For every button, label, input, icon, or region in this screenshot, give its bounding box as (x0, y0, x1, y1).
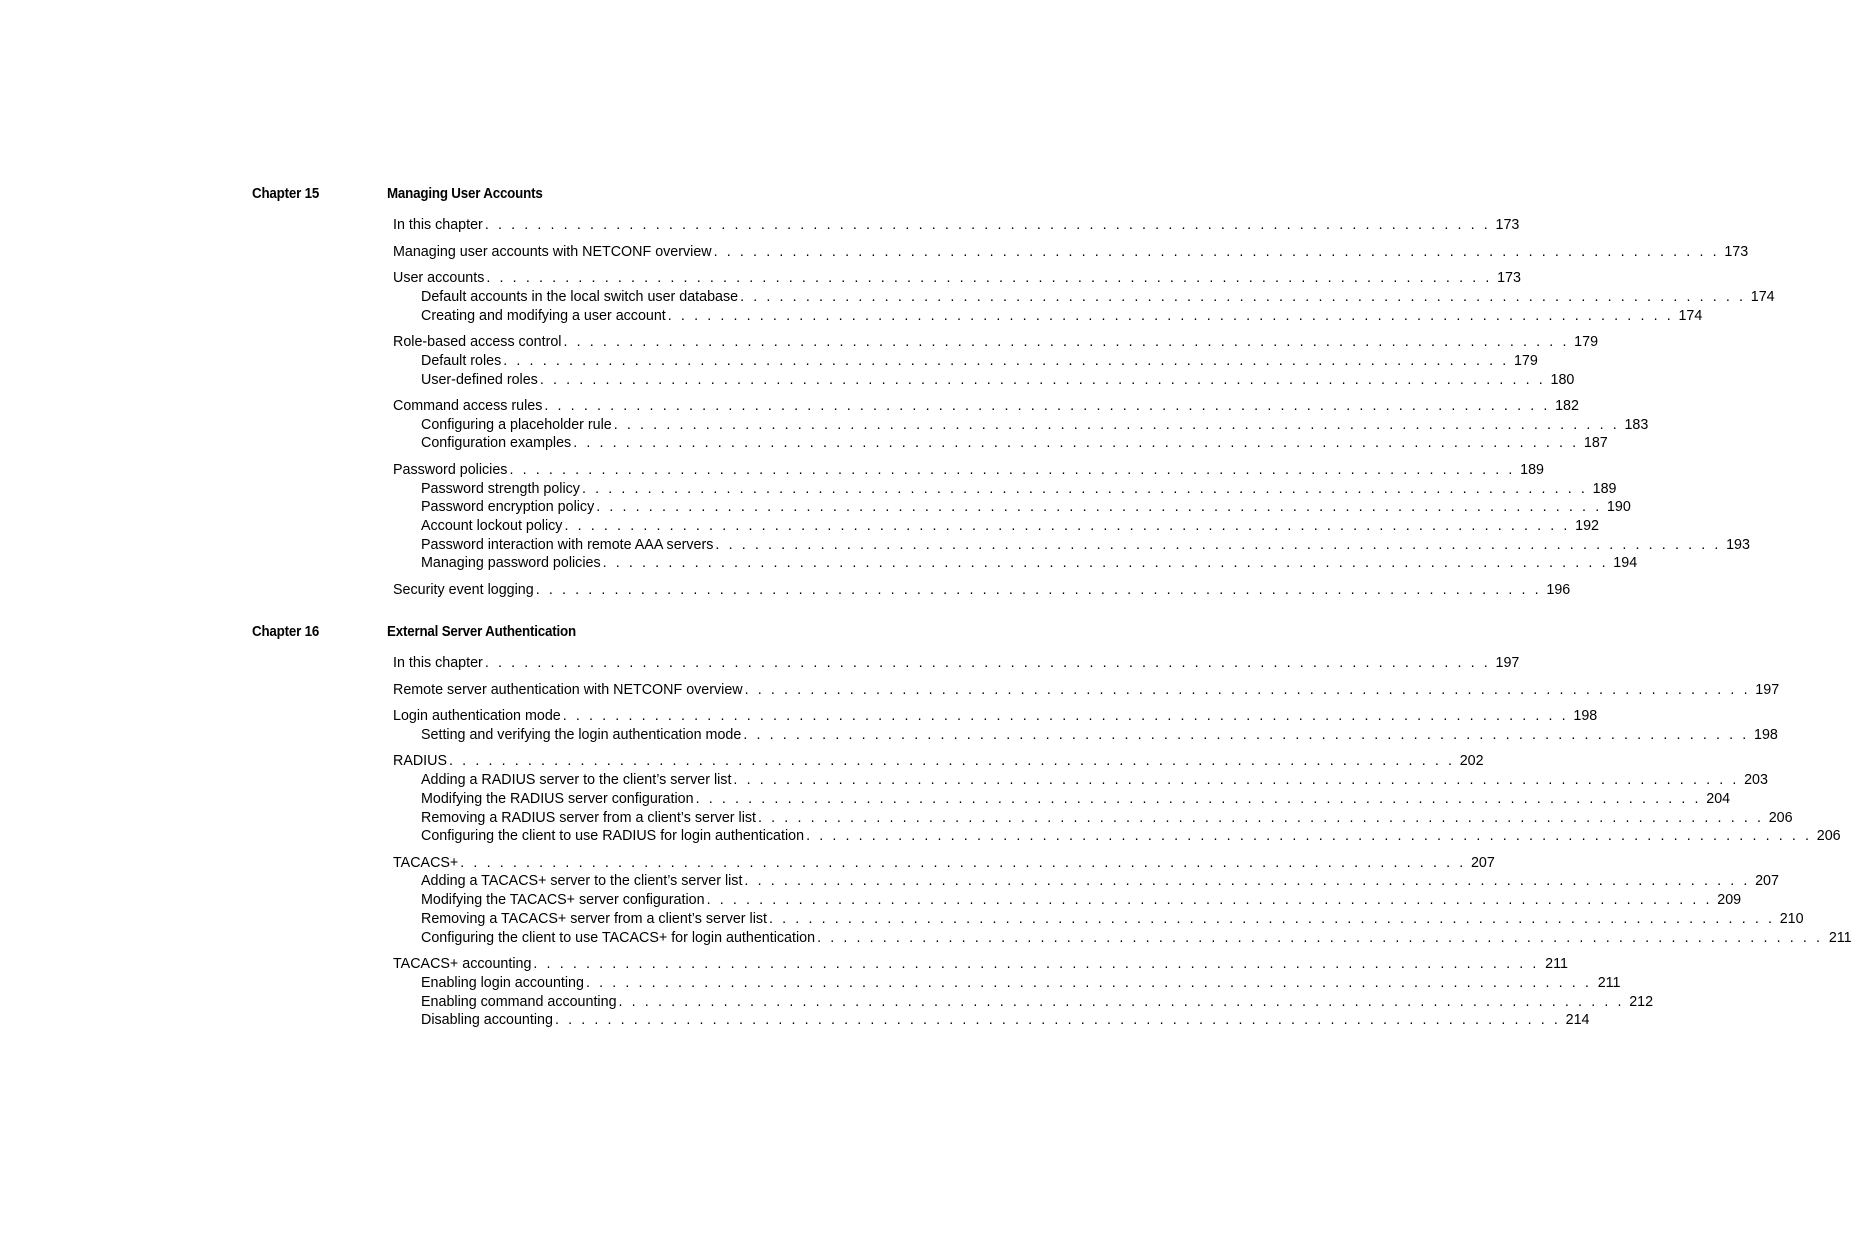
toc-entry[interactable] (421, 993, 1654, 1011)
toc-entry-title: Password encryption policy (421, 499, 595, 515)
dot-leader: . . . . . . . . . . . . . . . . . . . . . . . . . . . . . . . . . . . . . . . . . . . . . . . . . . . . . . . . . . . . . . . . . . . . . . . . . . . . . (535, 582, 1542, 598)
toc-entry-title: Removing a TACACS+ server from a client’s server list (421, 911, 768, 927)
toc-entry-title: Enabling login accounting (421, 975, 584, 991)
dot-leader: . . . . . . . . . . . . . . . . . . . . . . . . . . . . . . . . . . . . . . . . . . . . . . . . . . . . . . . . . . . . . . . . . . . . . . . . . . . . . (484, 217, 1491, 233)
toc-entry-page: 174 (1678, 308, 1703, 324)
toc-entry-page: 214 (1565, 1012, 1590, 1028)
chapter-title: Managing User Accounts (387, 186, 543, 202)
toc-entry[interactable] (421, 517, 1600, 535)
toc-entry-page: 192 (1575, 518, 1600, 534)
toc-entry-page: 179 (1513, 353, 1538, 369)
dot-leader: . . . . . . . . . . . . . . . . . . . . . . . . . . . . . . . . . . . . . . . . . . . . . . . . . . . . . . . . . . . . . . . . . . . . . . . . . . . . . (581, 481, 1588, 497)
toc-entry-page: 173 (1724, 244, 1749, 260)
toc-entry[interactable] (421, 726, 1778, 744)
toc-entry[interactable] (393, 681, 1780, 699)
toc-entry-title: Configuration examples (421, 435, 572, 451)
toc-entry-title: Remote server authentication with NETCONF overview (393, 682, 743, 698)
toc-entry-title: Configuring the client to use TACACS+ for login authentication (421, 930, 816, 946)
toc-entry-title: Command access rules (393, 398, 543, 414)
toc-entry-page: 197 (1755, 682, 1780, 698)
dot-leader: . . . . . . . . . . . . . . . . . . . . . . . . . . . . . . . . . . . . . . . . . . . . . . . . . . . . . . . . . . . . . . . . . . . . . . . . . . . . . (554, 1012, 1561, 1028)
toc-entry-page: 182 (1555, 398, 1579, 414)
toc-entry-page: 206 (1768, 810, 1793, 826)
dot-leader: . . . . . . . . . . . . . . . . . . . . . . . . . . . . . . . . . . . . . . . . . . . . . . . . . . . . . . . . . . . . . . . . . . . . . . . . . . . . . (563, 334, 1570, 350)
toc-entry[interactable] (393, 243, 1749, 261)
toc-entry-page: 202 (1459, 753, 1484, 769)
toc-entry[interactable] (393, 216, 1520, 234)
toc-entry-page: 211 (1545, 956, 1568, 972)
toc-entry[interactable] (393, 854, 1495, 872)
toc-entry[interactable] (421, 974, 1621, 992)
toc-entry-page: 197 (1495, 655, 1520, 671)
toc-entry-title: Password strength policy (421, 481, 580, 497)
chapter-label: Chapter 16 (252, 624, 320, 640)
toc-entry-page: 179 (1574, 334, 1599, 350)
toc-entry-title: Default accounts in the local switch user database (421, 289, 739, 305)
toc-entry-page: 206 (1816, 828, 1841, 844)
toc-entry-title: Disabling accounting (421, 1012, 553, 1028)
toc-entry[interactable] (421, 910, 1804, 928)
toc-entry-title: Security event logging (393, 582, 534, 598)
toc-entry-title: Account lockout policy (421, 518, 563, 534)
toc-entry-title: Configuring the client to use RADIUS for login authentication (421, 828, 805, 844)
toc-entry-page: 196 (1546, 582, 1571, 598)
chapter-label: Chapter 15 (252, 186, 320, 202)
toc-entry-page: 173 (1497, 270, 1521, 286)
toc-entry[interactable] (393, 955, 1568, 973)
toc-entry-title: Configuring a placeholder rule (421, 417, 612, 433)
dot-leader: . . . . . . . . . . . . . . . . . . . . . . . . . . . . . . . . . . . . . . . . . . . . . . . . . . . . . . . . . . . . . . . . . . . . . . . . . . . . . (564, 518, 1571, 534)
dot-leader: . . . . . . . . . . . . . . . . . . . . . . . . . . . . . . . . . . . . . . . . . . . . . . . . . . . . . . . . . . . . . . . . . . . . . . . . . . . . . (769, 911, 1775, 927)
toc-entry[interactable] (421, 790, 1731, 808)
toc-entry-title: Password interaction with remote AAA servers (421, 537, 714, 553)
dot-leader: . . . . . . . . . . . . . . . . . . . . . . . . . . . . . . . . . . . . . . . . . . . . . . . . . . . . . . . . . . . . . . . . . . . . . . . . . . . . . (573, 435, 1579, 451)
toc-entry-page: 211 (1828, 930, 1852, 946)
toc-entry[interactable] (393, 269, 1521, 287)
dot-leader: . . . . . . . . . . . . . . . . . . . . . . . . . . . . . . . . . . . . . . . . . . . . . . . . . . . . . . . . . . . . . . . . . . . . . . . . . . . . . (743, 727, 1749, 743)
dot-leader: . . . . . . . . . . . . . . . . . . . . . . . . . . . . . . . . . . . . . . . . . . . . . . . . . . . . . . . . . . . . . . . . . . . . . . . . . . . . . (449, 753, 1455, 769)
dot-leader: . . . . . . . . . . . . . . . . . . . . . . . . . . . . . . . . . . . . . . . . . . . . . . . . . . . . . . . . . . . . . . . . . . . . . . . . . . . . . (503, 353, 1509, 369)
toc-entry-title: Setting and verifying the login authentication mode (421, 727, 742, 743)
dot-leader: . . . . . . . . . . . . . . . . . . . . . . . . . . . . . . . . . . . . . . . . . . . . . . . . . . . . . . . . . . . . . . . . . . . . . . . . . . . . . (486, 270, 1492, 286)
toc-entry-page: 180 (1550, 372, 1575, 388)
toc-entry-title: Managing user accounts with NETCONF overview (393, 244, 712, 260)
toc-entry[interactable] (421, 1011, 1590, 1029)
toc-entry-page: 189 (1592, 481, 1617, 497)
toc-entry-page: 198 (1573, 708, 1598, 724)
toc-entry-title: Modifying the TACACS+ server configuration (421, 892, 705, 908)
dot-leader: . . . . . . . . . . . . . . . . . . . . . . . . . . . . . . . . . . . . . . . . . . . . . . . . . . . . . . . . . . . . . . . . . . . . . . . . . . . . . (484, 655, 1491, 671)
toc-entry-page: 210 (1779, 911, 1804, 927)
dot-leader: . . . . . . . . . . . . . . . . . . . . . . . . . . . . . . . . . . . . . . . . . . . . . . . . . . . . . . . . . . . . . . . . . . . . . . . . . . . . . (706, 892, 1713, 908)
dot-leader: . . . . . . . . . . . . . . . . . . . . . . . . . . . . . . . . . . . . . . . . . . . . . . . . . . . . . . . . . . . . . . . . . . . . . . . . . . . . . (733, 772, 1739, 788)
dot-leader: . . . . . . . . . . . . . . . . . . . . . . . . . . . . . . . . . . . . . . . . . . . . . . . . . . . . . . . . . . . . . . . . . . . . . . . . . . . . . (509, 462, 1515, 478)
toc-entry-title: Default roles (421, 353, 502, 369)
dot-leader: . . . . . . . . . . . . . . . . . . . . . . . . . . . . . . . . . . . . . . . . . . . . . . . . . . . . . . . . . . . . . . . . . . . . . . . . . . . . . (460, 855, 1466, 871)
toc-entry[interactable] (421, 371, 1575, 389)
dot-leader: . . . . . . . . . . . . . . . . . . . . . . . . . . . . . . . . . . . . . . . . . . . . . . . . . . . . . . . . . . . . . . . . . . . . . . . . . . . . . (817, 930, 1823, 946)
toc-entry[interactable] (421, 416, 1649, 434)
toc-entry[interactable] (421, 307, 1703, 325)
dot-leader: . . . . . . . . . . . . . . . . . . . . . . . . . . . . . . . . . . . . . . . . . . . . . . . . . . . . . . . . . . . . . . . . . . . . . . . . . . . . . (613, 417, 1620, 433)
toc-entry[interactable] (393, 333, 1599, 351)
toc-entry-title: User accounts (393, 270, 485, 286)
toc-entry-page: 174 (1750, 289, 1775, 305)
toc-entry-page: 204 (1706, 791, 1731, 807)
toc-entry[interactable] (421, 872, 1779, 890)
dot-leader: . . . . . . . . . . . . . . . . . . . . . . . . . . . . . . . . . . . . . . . . . . . . . . . . . . . . . . . . . . . . . . . . . . . . . . . . . . . . . (667, 308, 1674, 324)
toc-entry-title: RADIUS (393, 753, 448, 769)
toc-entry-title: In this chapter (393, 217, 483, 233)
toc-entry-page: 190 (1606, 499, 1631, 515)
toc-entry-page: 198 (1754, 727, 1778, 743)
toc-entry-title: Login authentication mode (393, 708, 561, 724)
toc-entry-page: 207 (1470, 855, 1495, 871)
toc-entry[interactable] (421, 352, 1538, 370)
toc-entry-title: Modifying the RADIUS server configuration (421, 791, 694, 807)
dot-leader: . . . . . . . . . . . . . . . . . . . . . . . . . . . . . . . . . . . . . . . . . . . . . . . . . . . . . . . . . . . . . . . . . . . . . . . . . . . . . (562, 708, 1569, 724)
toc-entry-title: Creating and modifying a user account (421, 308, 666, 324)
dot-leader: . . . . . . . . . . . . . . . . . . . . . . . . . . . . . . . . . . . . . . . . . . . . . . . . . . . . . . . . . . . . . . . . . . . . . . . . . . . . . (539, 372, 1546, 388)
toc-entry-title: Enabling command accounting (421, 994, 617, 1010)
toc-entry-title: User-defined roles (421, 372, 538, 388)
toc-entry[interactable] (421, 827, 1841, 845)
toc-entry[interactable] (393, 752, 1484, 770)
toc-entry-page: 183 (1624, 417, 1649, 433)
toc-entry-page: 193 (1726, 537, 1750, 553)
toc-entry[interactable] (393, 707, 1598, 725)
toc-entry[interactable] (421, 498, 1631, 516)
toc-entry[interactable] (421, 554, 1638, 572)
toc-entry[interactable] (421, 536, 1750, 554)
chapter-title: External Server Authentication (387, 624, 576, 640)
toc-entry[interactable] (421, 809, 1793, 827)
toc-entry[interactable] (393, 581, 1571, 599)
toc-entry-page: 207 (1755, 873, 1779, 889)
dot-leader: . . . . . . . . . . . . . . . . . . . . . . . . . . . . . . . . . . . . . . . . . . . . . . . . . . . . . . . . . . . . . . . . . . . . . . . . . . . . . (533, 956, 1539, 972)
toc-entry-title: Removing a RADIUS server from a client’s server list (421, 810, 757, 826)
dot-leader: . . . . . . . . . . . . . . . . . . . . . . . . . . . . . . . . . . . . . . . . . . . . . . . . . . . . . . . . . . . . . . . . . . . . . . . . . . . . . (758, 810, 1764, 826)
toc-entry[interactable] (421, 434, 1608, 452)
dot-leader: . . . . . . . . . . . . . . . . . . . . . . . . . . . . . . . . . . . . . . . . . . . . . . . . . . . . . . . . . . . . . . . . . . . . . . . . . . . . . (602, 555, 1609, 571)
toc-entry-title: In this chapter (393, 655, 483, 671)
dot-leader: . . . . . . . . . . . . . . . . . . . . . . . . . . . . . . . . . . . . . . . . . . . . . . . . . . . . . . . . . . . . . . . . . . . . . . . . . . . . . (740, 289, 1746, 305)
toc-entry-page: 194 (1613, 555, 1638, 571)
toc-entry[interactable] (393, 397, 1579, 415)
toc-entry[interactable] (393, 461, 1544, 479)
toc-entry-page: 189 (1520, 462, 1544, 478)
toc-entry-title: TACACS+ (393, 855, 459, 871)
toc-entry[interactable] (421, 771, 1768, 789)
toc-entry[interactable] (421, 891, 1742, 909)
toc-entry-title: Adding a RADIUS server to the client’s server list (421, 772, 732, 788)
toc-entry-title: Adding a TACACS+ server to the client’s server list (421, 873, 743, 889)
toc-entry-page: 212 (1629, 994, 1654, 1010)
dot-leader: . . . . . . . . . . . . . . . . . . . . . . . . . . . . . . . . . . . . . . . . . . . . . . . . . . . . . . . . . . . . . . . . . . . . . . . . . . . . . (744, 682, 1751, 698)
toc-entry-page: 187 (1583, 435, 1608, 451)
dot-leader: . . . . . . . . . . . . . . . . . . . . . . . . . . . . . . . . . . . . . . . . . . . . . . . . . . . . . . . . . . . . . . . . . . . . . . . . . . . . . (596, 499, 1602, 515)
toc-entry-title: Managing password policies (421, 555, 601, 571)
dot-leader: . . . . . . . . . . . . . . . . . . . . . . . . . . . . . . . . . . . . . . . . . . . . . . . . . . . . . . . . . . . . . . . . . . . . . . . . . . . . . (806, 828, 1812, 844)
dot-leader: . . . . . . . . . . . . . . . . . . . . . . . . . . . . . . . . . . . . . . . . . . . . . . . . . . . . . . . . . . . . . . . . . . . . . . . . . . . . . (695, 791, 1702, 807)
toc-entry[interactable] (421, 929, 1852, 947)
toc-entry-page: 203 (1744, 772, 1768, 788)
toc-entry-title: TACACS+ accounting (393, 956, 532, 972)
dot-leader: . . . . . . . . . . . . . . . . . . . . . . . . . . . . . . . . . . . . . . . . . . . . . . . . . . . . . . . . . . . . . . . . . . . . . . . . . . . . . (618, 994, 1625, 1010)
toc-entry-title: Password policies (393, 462, 508, 478)
toc-entry[interactable] (421, 480, 1617, 498)
dot-leader: . . . . . . . . . . . . . . . . . . . . . . . . . . . . . . . . . . . . . . . . . . . . . . . . . . . . . . . . . . . . . . . . . . . . . . . . . . . . . (585, 975, 1592, 991)
toc-entry-page: 209 (1717, 892, 1742, 908)
dot-leader: . . . . . . . . . . . . . . . . . . . . . . . . . . . . . . . . . . . . . . . . . . . . . . . . . . . . . . . . . . . . . . . . . . . . . . . . . . . . . (544, 398, 1550, 414)
dot-leader: . . . . . . . . . . . . . . . . . . . . . . . . . . . . . . . . . . . . . . . . . . . . . . . . . . . . . . . . . . . . . . . . . . . . . . . . . . . . . (715, 537, 1721, 553)
toc-entry-title: Role-based access control (393, 334, 562, 350)
toc-entry[interactable] (393, 654, 1520, 672)
toc-entry-page: 211 (1597, 975, 1621, 991)
dot-leader: . . . . . . . . . . . . . . . . . . . . . . . . . . . . . . . . . . . . . . . . . . . . . . . . . . . . . . . . . . . . . . . . . . . . . . . . . . . . . (713, 244, 1720, 260)
toc-entry-page: 173 (1495, 217, 1520, 233)
toc-entry[interactable] (421, 288, 1775, 306)
dot-leader: . . . . . . . . . . . . . . . . . . . . . . . . . . . . . . . . . . . . . . . . . . . . . . . . . . . . . . . . . . . . . . . . . . . . . . . . . . . . . (744, 873, 1750, 889)
